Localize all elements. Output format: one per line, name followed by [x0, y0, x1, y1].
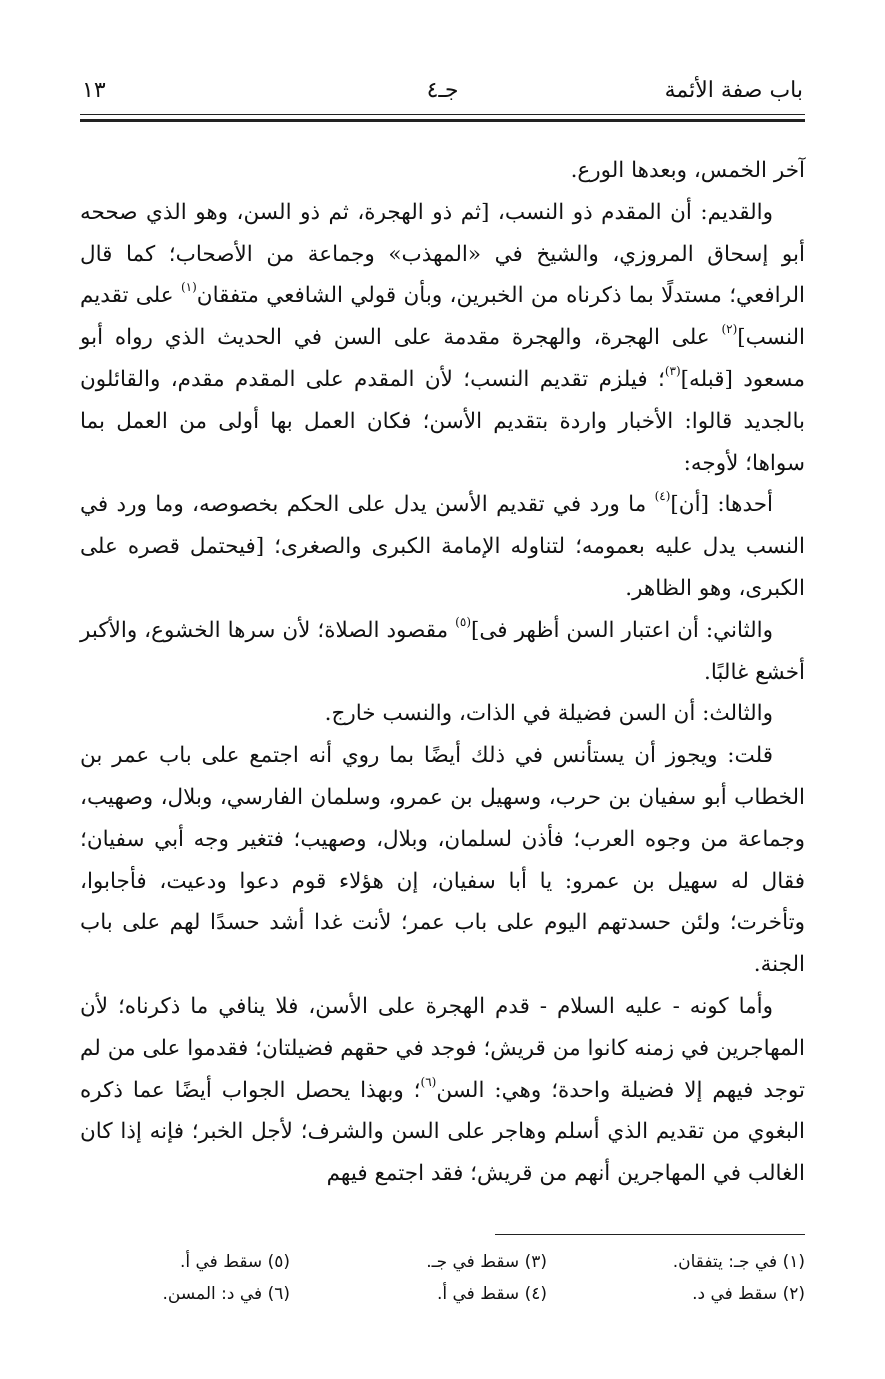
footnote-1: (١) في جـ: يتفقان.: [672, 1252, 805, 1272]
chapter-title: باب صفة الأئمة: [664, 78, 803, 103]
paragraph-text: والقديم: أن المقدم ذو النسب، [ثم ذو الهجرة، ثم ذو السن، وهو الذي صححه أبو إسحاق المروزي، والشيخ في «المهذب» وجماعة من الأصحاب؛ كما قال الرافعي؛ مستدلًا بما ذكرناه من الخبرين، وبأن قولي الشافعي متفقان: [80, 199, 805, 309]
paragraph-text: والثالث: أن السن فضيلة في الذات، والنسب خارج.: [324, 701, 773, 727]
footnote-3: (٣) سقط في جـ.: [426, 1252, 547, 1272]
header-rule-thin: [80, 114, 805, 115]
paragraph: [80, 986, 805, 1195]
paragraph-text: آخر الخمس، وبعدها الورع.: [570, 158, 805, 183]
paragraph-text: على تقديم النسب]: [80, 283, 805, 351]
paragraph-text: ما ورد في تقديم الأسن يدل على الحكم بخصوصه، وما ورد في النسب يدل عليه بعمومه؛ لتناوله الإمامة الكبرى والصغرى؛ [فيحتمل قصره على الكبرى، وهو الظاهر.: [80, 492, 805, 601]
footnote-ref[interactable]: (٣): [664, 363, 681, 378]
paragraph-text: على الهجرة، والهجرة مقدمة على السن في الحديث الذي رواه أبو مسعود [قبله]: [80, 325, 805, 392]
paragraph-text: قلت: ويجوز أن يستأنس في ذلك أيضًا بما روي أنه اجتمع على باب عمر بن الخطاب أبو سفيان بن حرب، وسهيل بن عمرو، وسلمان الفارسي، وبلال، وصهيب، وجماعة من وجوه العرب؛ فأذن لسلمان، وبلال، وصهيب؛ فتغير وجه أبي سفيان؛ فقال له سهيل بن عمرو: يا أبا سفيان، إن هؤلاء قوم دعوا ودعيت، فأجابوا، وتأخرت؛ ولئن حسدتهم اليوم على باب عمر؛ لأنت غدا أشد حسدًا لهم على باب الجنة.: [80, 743, 805, 978]
footnote-4: (٤) سقط في أ.: [436, 1284, 547, 1304]
footnote-ref[interactable]: (٤): [654, 489, 671, 504]
footnotes: [80, 1252, 805, 1316]
paragraph: [80, 610, 805, 694]
paragraph-text: ؛ فيلزم تقديم النسب؛ لأن المقدم على المقدم مقدم، والقائلون بالجديد قالوا: الأخبار واردة بتقديم الأسن؛ فكان العمل بها أولى من العمل بما سواها؛ لأوجه:: [80, 366, 805, 476]
running-header: [82, 78, 803, 112]
footnote-5: (٥) سقط في أ.: [179, 1252, 290, 1272]
header-rule-thick: [80, 119, 805, 122]
footnote-divider: [495, 1234, 805, 1235]
paragraph: [80, 484, 805, 609]
paragraph-text: ؛ وبهذا يحصل الجواب أيضًا عما ذكره البغوي من تقديم الذي أسلم وهاجر على السن والشرف؛ لأجل الخبر؛ فإنه إذا كان الغالب في المهاجرين أنهم من قريش؛ فقد اجتمع فيهم: [80, 1077, 805, 1187]
main-text: [80, 150, 805, 1195]
footnote-6: (٦) في د: المسن.: [162, 1284, 290, 1304]
footnote-ref[interactable]: (٥): [455, 614, 471, 629]
footnote-ref[interactable]: (١): [180, 280, 197, 295]
paragraph: [80, 693, 805, 735]
volume-label: جـ٤: [426, 78, 459, 103]
page-number: ١٣: [82, 78, 106, 103]
footnote-2: (٢) سقط في د.: [692, 1284, 805, 1304]
paragraph: [80, 150, 805, 192]
footnote-ref[interactable]: (٢): [721, 322, 738, 337]
paragraph-text: وأما كونه - عليه السلام - قدم الهجرة على الأسن، فلا ينافي ما ذكرناه؛ لأن المهاجرين في زمنه كانوا من قريش؛ فوجد في حقهم فضيلتان؛ فقدموا على من لم توجد فيهم إلا فضيلة واحدة؛ وهي: السن: [80, 993, 805, 1103]
footnote-ref[interactable]: (٦): [420, 1074, 437, 1089]
paragraph-text: والثاني: أن اعتبار السن أظهر فى]: [471, 617, 773, 643]
paragraph: [80, 192, 805, 485]
paragraph-text: أحدها: [أن]: [670, 492, 773, 518]
paragraph-text: مقصود الصلاة؛ لأن سرها الخشوع، والأكبر أخشع غالبًا.: [80, 617, 805, 685]
paragraph: [80, 735, 805, 986]
